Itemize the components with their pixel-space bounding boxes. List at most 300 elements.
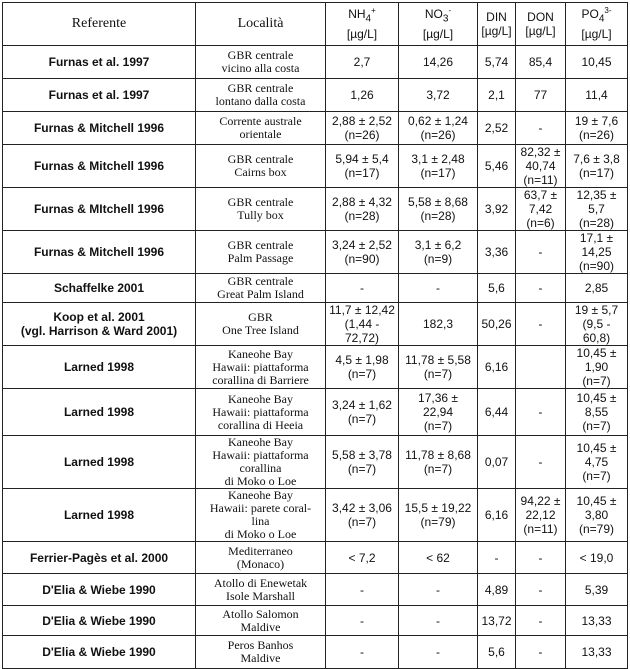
cell-referente (3, 79, 196, 112)
cell-localita-line: Tully box (237, 208, 284, 222)
cell-po4 (566, 231, 628, 274)
cell-don-line: - (538, 455, 543, 469)
cell-localita-line: GBR centrale (227, 81, 294, 95)
cell-no3 (399, 145, 478, 188)
cell-referente (3, 274, 196, 303)
cell-nh4 (326, 145, 399, 188)
cell-nh4 (326, 46, 399, 79)
cell-po4 (566, 346, 628, 389)
cell-din (478, 46, 516, 79)
cell-localita-line: corallina di Barriere (212, 372, 309, 387)
cell-localita (196, 303, 326, 346)
cell-din-line: 3,92 (484, 202, 509, 216)
cell-referente (3, 346, 196, 389)
cell-no3-line: (n=17) (420, 166, 456, 180)
table-row (3, 346, 628, 389)
cell-don-line: 94,22 ± (520, 494, 561, 508)
cell-no3 (399, 389, 478, 436)
cell-no3 (399, 112, 478, 145)
cell-din (478, 145, 516, 188)
cell-referente-line: D'Elia & Wiebe 1990 (42, 613, 156, 628)
cell-referente-line: D'Elia & Wiebe 1990 (42, 645, 156, 659)
header-no3 (399, 3, 478, 46)
cell-don-line: - (538, 582, 543, 597)
cell-no3 (399, 231, 478, 274)
cell-don-line: 85,4 (528, 55, 553, 69)
cell-don-line: - (538, 550, 543, 565)
cell-referente-line: Furnas & Mitchell 1996 (33, 159, 165, 173)
cell-po4-line: 2,85 (584, 281, 609, 295)
cell-referente (3, 303, 196, 346)
cell-po4-line: (n=28) (578, 216, 615, 230)
cell-no3 (399, 574, 478, 606)
cell-localita-line: corallina (239, 461, 282, 475)
header-referente: Referente (3, 3, 196, 46)
cell-nh4-line: 3,24 ± 2,52 (332, 238, 392, 252)
cell-don (516, 436, 566, 489)
cell-nh4-line: (n=7) (347, 367, 377, 381)
cell-localita-line: corallina di Heeia (217, 417, 304, 432)
cell-localita-line: Maldive (240, 619, 281, 634)
cell-po4-line: 11,4 (585, 88, 608, 102)
cell-nh4-line: (n=26) (344, 128, 380, 142)
cell-din-line: - (494, 550, 499, 565)
cell-din-line: 2,1 (488, 88, 505, 102)
cell-localita-line: vicino alla costa (221, 61, 300, 75)
cell-referente-line: (vgl. Harrison & Ward 2001) (20, 324, 178, 338)
cell-nh4-line: (1,44 - 72,72) (344, 317, 380, 345)
nh4-sub: 4 (365, 13, 372, 25)
cell-localita (196, 145, 326, 188)
cell-referente-line: Furnas et al. 1997 (48, 88, 150, 102)
cell-don-line: (n=11) (523, 522, 558, 536)
table-row (3, 112, 628, 145)
cell-nh4-line: 11,7 ± 12,42 (329, 303, 395, 317)
cell-no3-line: - (436, 281, 440, 295)
cell-don-line: - (538, 613, 543, 628)
cell-po4-line: 7,6 ± 3,8 (573, 152, 620, 166)
cell-no3-line: - (436, 613, 440, 628)
cell-localita-line: Hawaii: piattaforma (212, 404, 309, 419)
cell-localita (196, 46, 326, 79)
cell-no3-line: 15,5 ± 19,22 (404, 501, 472, 515)
cell-don-line: 22,12 (525, 508, 556, 522)
cell-no3-line: 22,94 (422, 405, 454, 419)
cell-don-line: 82,32 ± (520, 145, 561, 159)
cell-po4 (566, 606, 628, 636)
cell-no3-line: 11,78 ± 8,68 (405, 448, 471, 462)
cell-referente (3, 389, 196, 436)
cell-referente (3, 542, 196, 574)
cell-no3 (399, 489, 478, 542)
cell-nh4 (326, 231, 399, 274)
cell-localita-line: Kaneohe Bay (228, 391, 293, 406)
cell-localita-line: Maldive (240, 651, 281, 665)
cell-localita (196, 79, 326, 112)
no3-unit: [µg/L] (422, 26, 454, 41)
table-row (3, 145, 628, 188)
cell-referente-line: Furnas & Mitchell 1996 (33, 245, 165, 259)
cell-din (478, 346, 516, 389)
cell-localita-line: GBR centrale (227, 238, 294, 252)
nh4-sup: + (371, 6, 376, 16)
cell-referente-line: Schaffelke 2001 (53, 281, 145, 295)
cell-din-line: 6,16 (484, 360, 509, 374)
cell-localita-line: Palm Passage (227, 251, 294, 265)
cell-no3 (399, 274, 478, 303)
cell-no3-line: - (436, 645, 440, 659)
cell-din-line: 6,44 (484, 405, 509, 419)
cell-po4-line: 10,45 ± 8,55 (576, 391, 617, 419)
cell-po4-line: < 19,0 (579, 550, 614, 565)
cell-localita-line: GBR centrale (227, 48, 294, 62)
cell-nh4-line: (n=7) (347, 412, 377, 426)
cell-no3-line: - (436, 582, 440, 597)
cell-nh4-line: - (360, 281, 364, 295)
cell-localita-line: orientale (239, 127, 282, 141)
cell-po4 (566, 574, 628, 606)
cell-din-line: 5,46 (484, 159, 509, 173)
cell-don (516, 303, 566, 346)
cell-no3-line: (n=7) (423, 367, 453, 381)
cell-din-line: 2,52 (484, 121, 509, 135)
cell-nh4-line: 2,88 ± 2,52 (332, 114, 392, 128)
cell-don (516, 389, 566, 436)
cell-po4-line: (n=17) (578, 166, 615, 180)
cell-don (516, 79, 566, 112)
cell-localita (196, 112, 326, 145)
header-localita: Località (196, 3, 326, 46)
cell-referente (3, 436, 196, 489)
cell-po4-line: 17,1 ± 14,25 (579, 231, 614, 259)
cell-nh4-line: - (360, 645, 364, 659)
cell-nh4-line: (n=17) (344, 166, 380, 180)
cell-don (516, 46, 566, 79)
cell-po4-line: (9,5 - 60,8) (582, 317, 611, 345)
cell-po4-line: 10,45 (581, 55, 612, 69)
cell-don (516, 188, 566, 231)
cell-nh4-line: (n=7) (347, 515, 377, 529)
header-din (478, 3, 516, 46)
cell-nh4-line: 1,26 (350, 88, 374, 102)
cell-no3 (399, 542, 478, 574)
cell-referente-line: Furnas et al. 1997 (48, 55, 150, 69)
header-don (516, 3, 566, 46)
cell-nh4 (326, 489, 399, 542)
table-row (3, 389, 628, 436)
cell-referente (3, 112, 196, 145)
cell-no3-line: 3,1 ± 2,48 (411, 152, 465, 166)
cell-no3-line: 17,36 ± (418, 391, 458, 405)
cell-po4-line: (n=7) (582, 374, 611, 388)
cell-nh4-line: 2,88 ± 4,32 (332, 195, 392, 209)
table-row (3, 636, 628, 669)
cell-po4-line: 5,39 (584, 582, 609, 597)
cell-referente (3, 145, 196, 188)
cell-din (478, 436, 516, 489)
cell-referente (3, 606, 196, 636)
table-body (3, 46, 628, 669)
cell-nh4 (326, 606, 399, 636)
cell-localita (196, 606, 326, 636)
cell-po4 (566, 188, 628, 231)
cell-localita (196, 489, 326, 542)
cell-localita-line: lontano dalla costa (215, 94, 306, 108)
cell-referente (3, 231, 196, 274)
cell-localita-line: Kaneohe Bay (228, 346, 293, 361)
cell-din-line: 4,89 (484, 582, 509, 597)
cell-po4-line: (n=79) (578, 522, 615, 536)
cell-localita-line: Isole Marshall (226, 588, 295, 603)
cell-don-line: 63,7 ± 7,42 (523, 188, 558, 216)
cell-localita (196, 231, 326, 274)
cell-din-line: 0,07 (484, 455, 509, 469)
cell-no3-line: 3,1 ± 6,2 (414, 238, 462, 252)
cell-din (478, 542, 516, 574)
cell-don-line: - (538, 645, 543, 659)
cell-don-line: (n=11) (523, 173, 558, 187)
cell-don (516, 489, 566, 542)
cell-localita-line: Kaneohe Bay (228, 435, 293, 449)
cell-no3-line: 11,78 ± 5,58 (405, 353, 471, 367)
cell-referente-line: Koop et al. 2001 (53, 310, 145, 324)
cell-din-line: 5,74 (484, 55, 509, 69)
cell-localita-line: Hawaii: parete coral- (209, 501, 312, 515)
cell-no3-line: (n=28) (420, 209, 456, 223)
cell-po4 (566, 145, 628, 188)
cell-don (516, 112, 566, 145)
cell-no3-line: 14,26 (422, 55, 454, 69)
cell-localita (196, 389, 326, 436)
cell-localita-line: Great Palm Island (217, 287, 304, 301)
cell-din (478, 303, 516, 346)
cell-no3-line: (n=7) (423, 462, 453, 476)
table-row (3, 489, 628, 542)
cell-referente-line: D'Elia & Wiebe 1990 (42, 582, 156, 597)
no3-sup: - (448, 6, 452, 16)
no3-sub: 3 (442, 13, 449, 25)
no3-label: NO (424, 7, 443, 22)
cell-don (516, 542, 566, 574)
cell-nh4-line: < 7,2 (348, 550, 376, 565)
cell-nh4 (326, 436, 399, 489)
cell-po4 (566, 112, 628, 145)
cell-no3 (399, 79, 478, 112)
cell-po4-line: 10,45 ± 4,75 (576, 441, 617, 469)
cell-localita (196, 542, 326, 574)
cell-localita-line: Kaneohe Bay (228, 488, 293, 502)
cell-localita-line: GBR centrale (227, 195, 294, 209)
cell-referente-line: Larned 1998 (63, 360, 135, 374)
cell-po4 (566, 274, 628, 303)
cell-referente (3, 188, 196, 231)
cell-nh4-line: 5,94 ± 5,4 (335, 152, 389, 166)
cell-nh4 (326, 389, 399, 436)
cell-po4-line: 19 ± 5,7 (574, 303, 619, 317)
cell-don (516, 574, 566, 606)
table-row (3, 606, 628, 636)
cell-din-line: 50,26 (481, 317, 512, 331)
cell-no3 (399, 606, 478, 636)
cell-po4-line: 19 ± 7,6 (574, 114, 619, 128)
cell-po4-line: 13,33 (581, 645, 612, 659)
cell-referente (3, 46, 196, 79)
cell-don (516, 346, 566, 389)
po4-label: PO (581, 7, 599, 22)
cell-nh4-line: 2,7 (353, 55, 371, 69)
cell-no3-line: (n=7) (423, 419, 453, 433)
cell-po4 (566, 303, 628, 346)
cell-localita-line: di Moko o Loe (224, 527, 297, 541)
cell-po4 (566, 636, 628, 669)
po4-sup: 3- (604, 6, 612, 16)
cell-no3 (399, 303, 478, 346)
nh4-unit: [µg/L] (346, 26, 378, 41)
cell-don-line: - (538, 121, 543, 135)
cell-localita (196, 346, 326, 389)
din-label: DIN (486, 10, 507, 24)
cell-din-line: 6,16 (484, 508, 509, 522)
cell-don (516, 274, 566, 303)
cell-don-line: - (538, 245, 543, 259)
cell-no3 (399, 346, 478, 389)
cell-localita-line: Hawaii: piattaforma (212, 359, 309, 374)
cell-don-line: 77 (533, 88, 548, 102)
cell-nh4-line: (n=90) (344, 252, 380, 266)
cell-po4-line: (n=90) (578, 259, 615, 273)
cell-no3 (399, 46, 478, 79)
cell-localita-line: Mediterraneo (228, 543, 293, 558)
cell-localita (196, 274, 326, 303)
cell-localita-line: Hawaii: piattaforma (212, 448, 309, 462)
cell-referente-line: Larned 1998 (63, 508, 135, 522)
table-row (3, 303, 628, 346)
cell-nh4 (326, 274, 399, 303)
cell-din (478, 636, 516, 669)
cell-nh4 (326, 542, 399, 574)
cell-din (478, 489, 516, 542)
cell-din (478, 389, 516, 436)
cell-nh4 (326, 79, 399, 112)
cell-localita-line: Cairns box (234, 165, 287, 179)
cell-localita-line: GBR centrale (227, 274, 294, 288)
cell-referente-line: Larned 1998 (63, 405, 135, 419)
cell-po4-line: (n=7) (582, 469, 611, 483)
cell-localita-line: (Monaco) (236, 556, 285, 571)
cell-po4-line: 10,45 ± 3,80 (576, 494, 617, 522)
cell-localita (196, 574, 326, 606)
cell-localita (196, 436, 326, 489)
din-unit: [µg/L] (481, 24, 512, 38)
header-row (3, 3, 628, 46)
cell-nh4-line: 4,5 ± 1,98 (335, 353, 389, 367)
cell-no3-line: 5,58 ± 8,68 (408, 195, 468, 209)
cell-po4 (566, 389, 628, 436)
cell-no3-line: (n=9) (423, 252, 453, 266)
cell-po4-line: 13,33 (581, 613, 612, 628)
cell-din-line: 3,36 (484, 245, 509, 259)
cell-nh4 (326, 188, 399, 231)
po4-unit: [µg/L] (581, 26, 612, 41)
cell-referente-line: Furnas & MItchell 1996 (33, 202, 165, 216)
cell-po4 (566, 489, 628, 542)
cell-po4 (566, 542, 628, 574)
cell-don (516, 606, 566, 636)
cell-localita (196, 188, 326, 231)
cell-no3-line: 0,62 ± 1,24 (408, 114, 468, 128)
cell-din (478, 112, 516, 145)
cell-din-line: 5,6 (488, 281, 505, 295)
cell-din (478, 79, 516, 112)
don-unit: [µg/L] (525, 24, 556, 38)
cell-nh4-line: - (360, 582, 364, 597)
cell-localita-line: GBR centrale (227, 152, 294, 166)
cell-nh4-line: 3,24 ± 1,62 (332, 398, 392, 412)
cell-din (478, 188, 516, 231)
nutrient-table (2, 2, 628, 669)
cell-don-line: - (538, 405, 543, 419)
cell-din-line: 5,6 (488, 645, 505, 659)
cell-no3 (399, 188, 478, 231)
cell-localita-line: Peros Banhos (227, 638, 294, 652)
cell-nh4-line: 3,42 ± 3,06 (332, 501, 392, 515)
cell-nh4-line: (n=28) (344, 209, 380, 223)
cell-no3-line: 182,3 (422, 317, 454, 331)
cell-po4-line: (n=7) (582, 419, 611, 433)
nh4-label: NH (348, 7, 366, 22)
cell-no3-line: 3,72 (426, 88, 450, 102)
cell-nh4 (326, 346, 399, 389)
cell-localita-line: One Tree Island (222, 323, 299, 337)
table-row (3, 46, 628, 79)
cell-din (478, 231, 516, 274)
cell-nh4-line: 5,58 ± 3,78 (332, 448, 392, 462)
cell-no3-line: (n=26) (420, 128, 456, 142)
cell-referente (3, 636, 196, 669)
cell-referente (3, 489, 196, 542)
table-row (3, 574, 628, 606)
don-label: DON (527, 10, 554, 24)
header-nh4 (326, 3, 399, 46)
cell-don (516, 145, 566, 188)
cell-referente-line: Ferrier-Pagès et al. 2000 (29, 550, 169, 565)
cell-nh4 (326, 636, 399, 669)
table-row (3, 188, 628, 231)
cell-din-line: 13,72 (481, 613, 512, 628)
table-row (3, 274, 628, 303)
cell-localita-line: Atollo di Enewetak (213, 575, 308, 590)
cell-localita (196, 636, 326, 669)
cell-don-line: - (538, 317, 543, 331)
cell-din (478, 606, 516, 636)
cell-no3 (399, 436, 478, 489)
header-po4 (566, 3, 628, 46)
po4-sub: 4 (598, 13, 605, 25)
cell-nh4-line: - (360, 613, 364, 628)
cell-localita-line: GBR (248, 310, 273, 324)
cell-nh4-line: (n=7) (347, 462, 377, 476)
cell-po4 (566, 46, 628, 79)
table-row (3, 231, 628, 274)
table-row (3, 436, 628, 489)
cell-localita-line: lina (251, 514, 270, 528)
cell-po4-line: 12,35 ± 5,7 (576, 188, 617, 216)
cell-don (516, 231, 566, 274)
cell-don (516, 636, 566, 669)
table-row (3, 79, 628, 112)
cell-don-line: - (538, 281, 543, 295)
cell-no3 (399, 636, 478, 669)
